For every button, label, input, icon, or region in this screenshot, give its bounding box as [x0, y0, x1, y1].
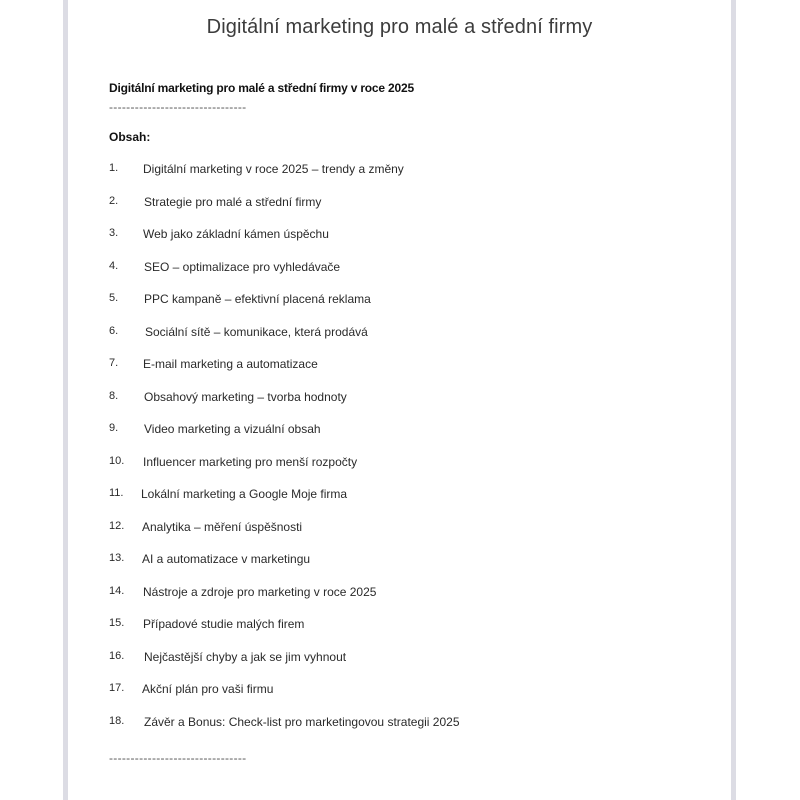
document-page	[68, 0, 731, 800]
page-frame-right	[731, 0, 736, 800]
separator-bottom: --------------------------------	[109, 751, 247, 765]
toc-item-number: 11.	[109, 487, 124, 499]
toc-item-label: Případové studie malých firem	[143, 617, 305, 631]
toc-item-label: Akční plán pro vaši firmu	[142, 682, 274, 696]
toc-item-label: Sociální sítě – komunikace, která prodává	[145, 324, 368, 339]
table-of-contents	[109, 162, 460, 747]
toc-item	[109, 520, 460, 553]
toc-item-number: 12.	[109, 519, 125, 532]
toc-item	[109, 617, 460, 650]
toc-item-label: Video marketing a vizuální obsah	[144, 422, 321, 436]
toc-heading: Obsah:	[109, 130, 151, 144]
toc-item-number: 2.	[109, 194, 119, 207]
toc-item-label: Influencer marketing pro menší rozpočty	[143, 454, 358, 469]
toc-item	[109, 357, 460, 390]
toc-item-number: 9.	[109, 422, 119, 434]
toc-item	[109, 260, 460, 293]
toc-item-label: Analytika – měření úspěšnosti	[142, 519, 303, 534]
document-subtitle: Digitální marketing pro malé a střední firmy v roce 2025	[109, 81, 414, 95]
toc-item-label: E-mail marketing a automatizace	[143, 357, 318, 371]
toc-item	[109, 715, 460, 748]
separator-top: --------------------------------	[109, 100, 247, 114]
toc-item	[109, 487, 460, 520]
document-title: Digitální marketing pro malé a střední firmy	[206, 16, 593, 38]
toc-item	[109, 650, 460, 683]
toc-item-number: 15.	[109, 617, 125, 629]
toc-item-label: SEO – optimalizace pro vyhledávače	[144, 259, 341, 274]
toc-item-number: 3.	[109, 227, 119, 239]
toc-item-label: Strategie pro malé a střední firmy	[144, 194, 322, 209]
toc-item-number: 14.	[109, 584, 125, 597]
toc-item	[109, 552, 460, 585]
toc-item	[109, 422, 460, 455]
toc-item-label: Obsahový marketing – tvorba hodnoty	[144, 389, 347, 404]
toc-item	[109, 455, 460, 488]
toc-item	[109, 325, 460, 358]
toc-item-number: 5.	[109, 292, 119, 304]
toc-item-label: Lokální marketing a Google Moje firma	[141, 487, 348, 501]
toc-item-label: Nástroje a zdroje pro marketing v roce 2025	[143, 584, 377, 599]
toc-item-number: 13.	[109, 552, 125, 564]
toc-item-label: AI a automatizace v marketingu	[142, 552, 311, 566]
toc-item-label: PPC kampaně – efektivní placená reklama	[144, 292, 371, 306]
toc-item	[109, 195, 460, 228]
toc-item	[109, 162, 460, 195]
toc-item-label: Web jako základní kámen úspěchu	[143, 227, 329, 241]
toc-item-number: 6.	[109, 324, 119, 337]
toc-item-label: Nejčastější chyby a jak se jim vyhnout	[144, 649, 347, 664]
toc-item	[109, 682, 460, 715]
toc-item	[109, 390, 460, 423]
toc-item-number: 8.	[109, 389, 119, 402]
toc-item-label: Závěr a Bonus: Check-list pro marketingovou strategii 2025	[144, 714, 460, 729]
toc-item	[109, 292, 460, 325]
toc-item-label: Digitální marketing v roce 2025 – trendy a změny	[143, 162, 404, 176]
toc-item-number: 16.	[109, 649, 125, 662]
toc-item-number: 4.	[109, 259, 119, 272]
toc-item	[109, 585, 460, 618]
toc-item-number: 7.	[109, 357, 119, 369]
toc-item-number: 17.	[109, 682, 125, 694]
toc-item-number: 1.	[109, 162, 119, 174]
toc-item-number: 18.	[109, 714, 125, 727]
toc-item	[109, 227, 460, 260]
toc-item-number: 10.	[109, 454, 125, 467]
